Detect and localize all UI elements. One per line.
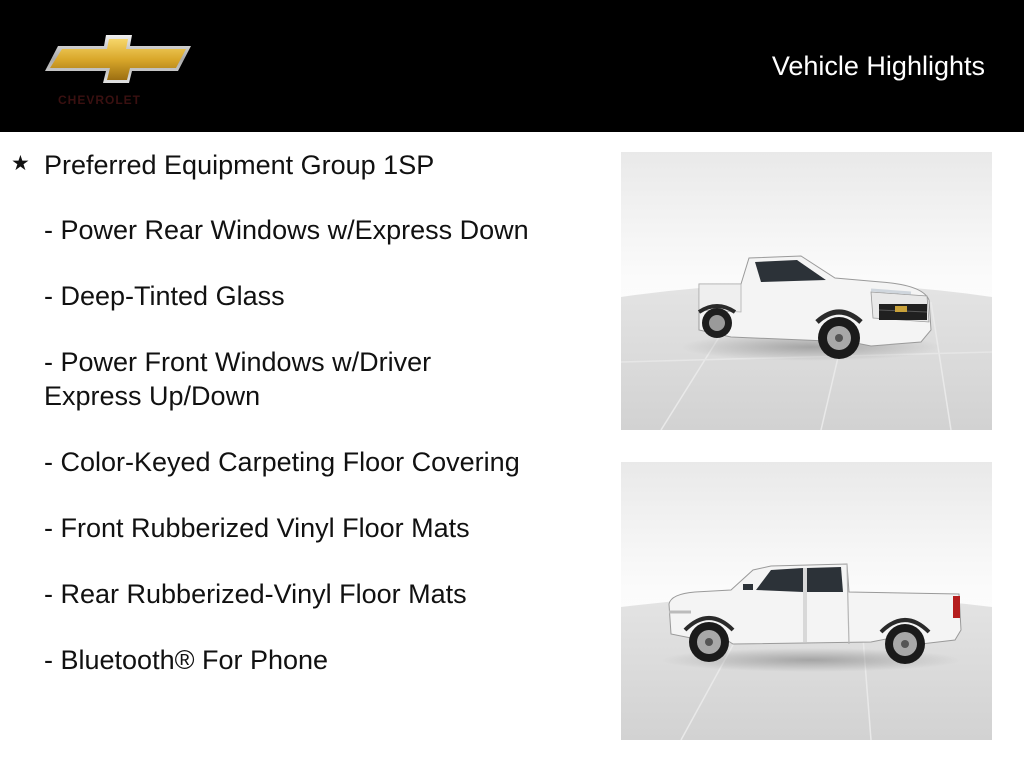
- list-item: - Power Rear Windows w/Express Down: [44, 215, 529, 245]
- list-item: - Deep-Tinted Glass: [44, 281, 285, 311]
- chevrolet-logo: [44, 33, 192, 113]
- truck-photo-side-profile: [621, 462, 992, 740]
- list-item: - Color-Keyed Carpeting Floor Covering: [44, 447, 520, 477]
- highlights-heading: [0, 148, 560, 182]
- highlights-heading-text: Preferred Equipment Group 1SP: [44, 150, 435, 180]
- list-item: - Bluetooth® For Phone: [44, 645, 329, 675]
- chevrolet-wordmark: CHEVROLET: [58, 93, 142, 107]
- white-pickup-truck-side-profile-icon: [621, 462, 992, 740]
- highlights-list: [0, 148, 560, 709]
- list-item: - Rear Rubberized-Vinyl Floor Mats: [44, 579, 467, 609]
- page-title: Vehicle Highlights: [771, 51, 985, 81]
- list-item: - Power Front Windows w/Driver Express Up/Down: [44, 347, 432, 411]
- star-icon: ★: [11, 152, 30, 175]
- list-item: - Front Rubberized Vinyl Floor Mats: [44, 513, 470, 543]
- white-pickup-truck-front-three-quarter-icon: [621, 152, 992, 430]
- chevrolet-bowtie-icon: [44, 33, 192, 113]
- header-bar: [0, 0, 1024, 132]
- truck-photo-front-quarter: [621, 152, 992, 430]
